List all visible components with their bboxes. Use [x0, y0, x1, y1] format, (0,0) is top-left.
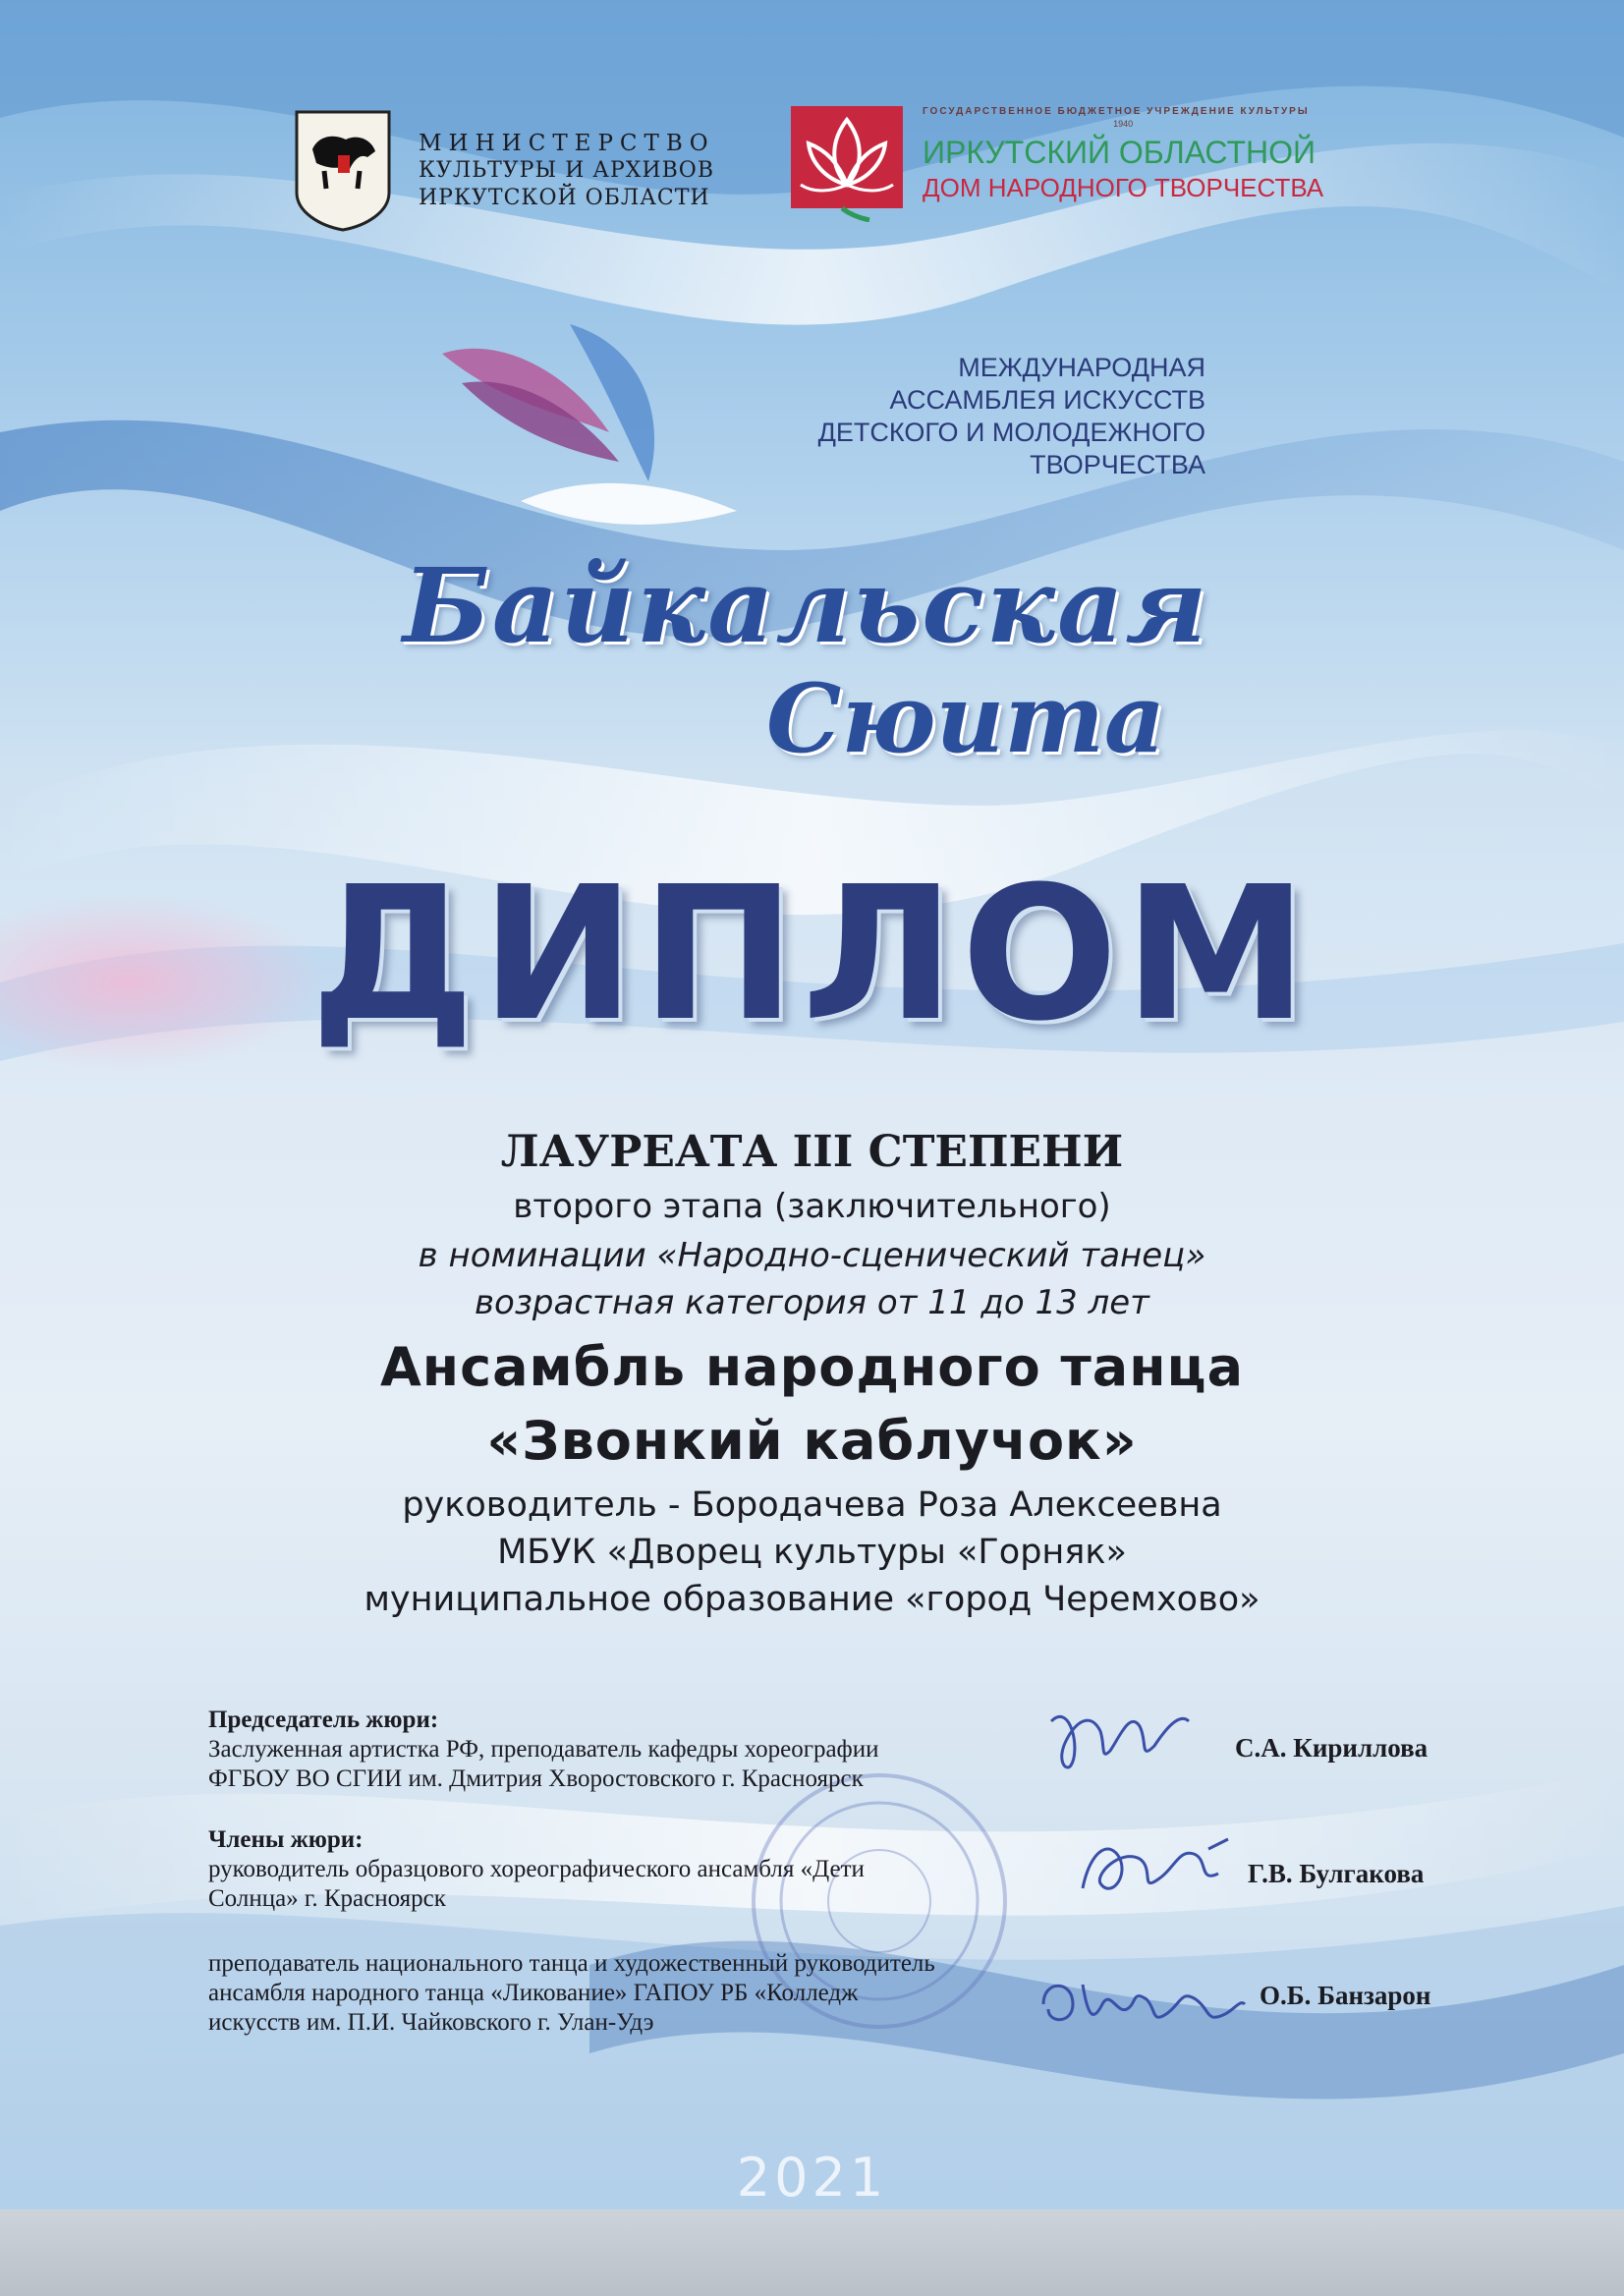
assembly-line-1: МЕЖДУНАРОДНАЯ [958, 353, 1205, 382]
jury-members-heading: Члены жюри: [208, 1826, 364, 1853]
odnt-caption: ГОСУДАРСТВЕННОЕ БЮДЖЕТНОЕ УЧРЕЖДЕНИЕ КУЛЬТУРЫ [923, 106, 1310, 117]
jury-chair-line-1: Заслуженная артистка РФ, преподаватель кафедры хореографии [208, 1736, 879, 1763]
stage-text: второго этапа (заключительного) [513, 1187, 1111, 1226]
jury-name-3: О.Б. Банзарон [1260, 1981, 1431, 2010]
jury-name-1: С.А. Кириллова [1235, 1733, 1428, 1763]
diploma-title: ДИПЛОМ [309, 847, 1315, 1062]
signature-banzaron [1034, 1965, 1250, 2044]
flower-logo-icon [791, 106, 903, 222]
odnt-line-1: ИРКУТСКИЙ ОБЛАСТНОЙ [923, 135, 1316, 170]
assembly-line-3: ДЕТСКОГО И МОЛОДЕЖНОГО [817, 418, 1205, 447]
assembly-line-2: АССАМБЛЕЯ ИСКУССТВ [889, 385, 1205, 415]
organization-text: МБУК «Дворец культуры «Горняк» [497, 1533, 1127, 1572]
jury-name-2: Г.В. Булгакова [1248, 1859, 1425, 1888]
ensemble-name-line-1: Ансамбль народного танца [379, 1336, 1245, 1398]
year-watermark: 2021 [736, 2147, 888, 2209]
irkutsk-coat-of-arms-icon [295, 110, 391, 232]
jury-member1-line-2: Солнца» г. Красноярск [208, 1885, 446, 1912]
ministry-line-2: КУЛЬТУРЫ И АРХИВОВ [419, 158, 714, 183]
leader-text: руководитель - Бородачева Роза Алексеевна [402, 1485, 1222, 1525]
scan-bottom-edge [0, 2210, 1624, 2296]
jury-chair-block [208, 1706, 879, 1794]
signature-bulgakova [1071, 1829, 1238, 1908]
jury-chair-heading: Председатель жюри: [208, 1707, 439, 1733]
assembly-title [818, 352, 1205, 481]
ministry-logo [295, 110, 715, 232]
festival-word-2: Сюита [766, 663, 1166, 774]
nomination-text: в номинации «Народно-сценический танец» [418, 1236, 1206, 1275]
municipality-text: муниципальное образование «город Черемхово» [364, 1580, 1260, 1619]
odnt-logo [791, 106, 1323, 222]
ministry-line-1: МИНИСТЕРСТВО [419, 131, 715, 156]
jury-member2-line-2: ансамбля народного танца «Ликование» ГАПОУ РБ «Колледж [208, 1980, 859, 2006]
jury-member2-block [208, 1949, 935, 2038]
signature-kirillova [1041, 1692, 1208, 1780]
jury-member2-line-3: искусств им. П.И. Чайковского г. Улан-Удэ [208, 2009, 654, 2036]
age-category: возрастная категория от 11 до 13 лет [475, 1283, 1149, 1322]
jury-members-block [208, 1825, 865, 1914]
festival-word-1: Байкальская [403, 545, 1209, 666]
jury-member2-line-1: преподаватель национального танца и художественный руководитель [208, 1950, 935, 1977]
jury-chair-line-2: ФГБОУ ВО СГИИ им. Дмитрия Хворостовского г. Красноярск [208, 1765, 864, 1792]
ministry-line-3: ИРКУТСКОЙ ОБЛАСТИ [419, 186, 710, 210]
bird-wing-icon [422, 314, 747, 540]
assembly-line-4: ТВОРЧЕСТВА [1030, 450, 1205, 479]
odnt-line-2: ДОМ НАРОДНОГО ТВОРЧЕСТВА [923, 173, 1324, 202]
laureate-degree: ЛАУРЕАТА III СТЕПЕНИ [500, 1127, 1124, 1177]
jury-member1-line-1: руководитель образцового хореографического ансамбля «Дети [208, 1856, 865, 1882]
ensemble-name-line-2: «Звонкий каблучок» [486, 1410, 1138, 1472]
odnt-year: 1940 [1113, 119, 1134, 129]
